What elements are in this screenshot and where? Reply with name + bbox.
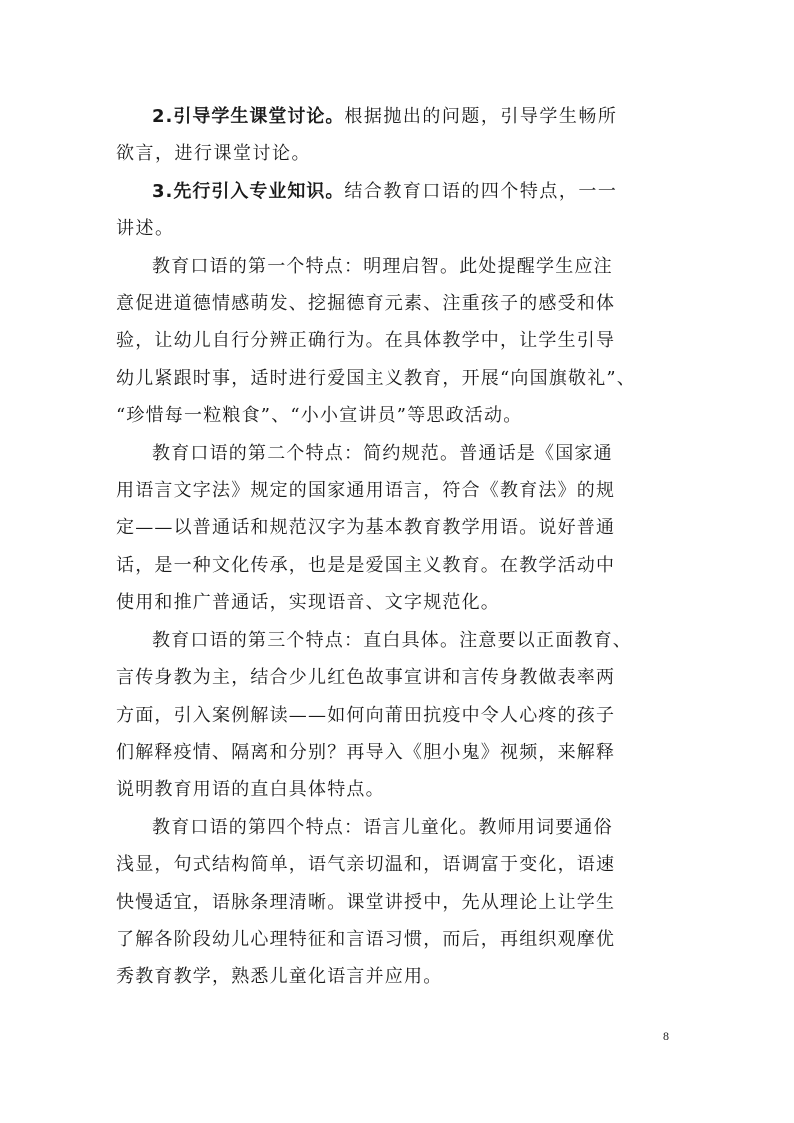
paragraph-text: 结合教育口语的四个特点，一一 讲述。 [116, 180, 618, 240]
paragraph-feature-4: 教育口语的第四个特点：语言儿童化。教师用词要通俗 浅显，句式结构简单，语气亲切温和，语调富于变化，语速 快慢适宜，语脉条理清晰。课堂讲授中，先从理论上让学生 了解各阶段幼儿心理特征和言语习惯，而后，再组织观摩优 秀教育教学，熟悉儿童化语言并应用。 [116, 816, 616, 988]
paragraph-feature-3: 教育口语的第三个特点：直白具体。注意要以正面教育、 言传身教为主，结合少儿红色故事宣讲和言传身教做表率两 方面，引入案例解读——如何向莆田抗疫中令人心疼的孩子 们解释疫情、隔离和分别？再导入《胆小鬼》视频，来解释 说明教育用语的直白具体特点。 [116, 629, 632, 801]
page-number: 8 [663, 1029, 669, 1043]
paragraph-knowledge [116, 173, 680, 248]
paragraph-text: 根据抛出的问题，引导学生畅所 欲言，进行课堂讨论。 [116, 106, 618, 165]
numbered-heading: 3.先行引入专业知识。 [152, 180, 345, 202]
document-body [116, 98, 680, 996]
paragraph-feature-1: 教育口语的第一个特点：明理启智。此处提醒学生应注 意促进道德情感萌发、挖掘德育元素、注重孩子的感受和体 验，让幼儿自行分辨正确行为。在具体教学中，让学生引导 幼儿紧跟时事，适时进行爱国主义教育，开展“向国旗敬礼”、 “珍惜每一粒粮食”、“小小宣讲员”等思政活动。 [116, 255, 637, 427]
paragraph-discussion [116, 98, 680, 173]
numbered-heading: 2.引导学生课堂讨论。 [152, 106, 345, 127]
paragraph-feature-2: 教育口语的第二个特点：简约规范。普通话是《国家通 用语言文字法》规定的国家通用语言，符合《教育法》的规 定——以普通话和规范汉字为基本教育教学用语。说好普通 话，是一种文化传承，也是是爱国主义教育。在教学活动中 使用和推广普通话，实现语音、文字规范化。 [116, 442, 616, 614]
